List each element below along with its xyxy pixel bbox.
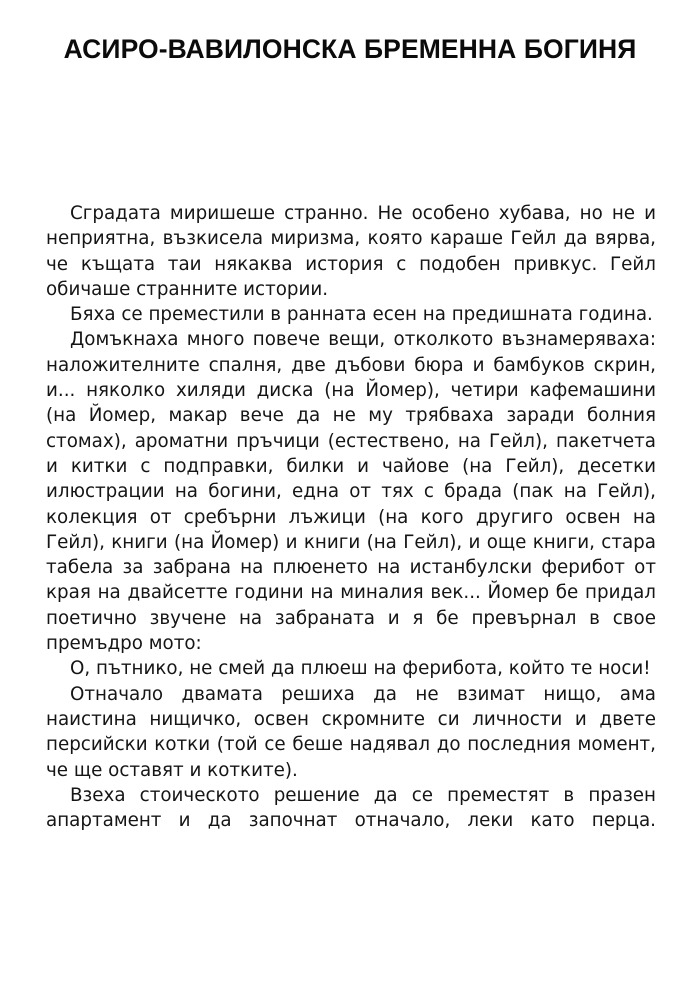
paragraph-3: Домъкнаха много повече вещи, отколкото възнамеряваха: наложителните спалня, две дъбови бюра и бамбуков скрин, и... няколко хиляди диска (на Йомер), четири кафемашини (на Йомер, макар вече да не му трябваха заради болния стомах), ароматни пръчици (естествено, на Гейл), пакетчета и китки с подправки, билки и чайове (на Гейл), десетки илюстрации на богини, една от тях с брада (пак на Гейл), колекция от сребърни лъжици (на кого другиго освен на Гейл), книги (на Йомер) и книги (на Гейл), и още книги, стара табела за забрана на плюенето на истанбулски ферибот от края на двайсетте години на миналия век... Йомер бе придал поетично звучене на забраната и я бе превърнал в свое премъдро мото: bbox=[46, 329, 656, 655]
paragraph-5: Отначало двамата решиха да не взимат нищо, ама наистина нищичко, освен скромните си личности и двете персийски котки (той се беше надявал до последния момент, че ще оставят и котките). bbox=[46, 683, 656, 781]
paragraph-6: Взеха стоическото решение да се преместят в празен апартамент и да започнат отначало, леки като перца. bbox=[46, 784, 656, 832]
paragraph-1: Сградата миришеше странно. Не особено хубава, но не и неприятна, възкисела миризма, която караше Гейл да вярва, че къщата таи някаква история с подобен привкус. Гейл обичаше странните истории. bbox=[46, 203, 656, 300]
body-text bbox=[46, 201, 656, 833]
page-title: АСИРО-ВАВИЛОНСКА БРЕМЕННА БОГИНЯ bbox=[63, 34, 637, 64]
paragraph-2: Бяха се преместили в ранната есен на предишната година. bbox=[70, 304, 653, 326]
paragraph-4: О, пътнико, не смей да плюеш на ферибота, който те носи! bbox=[70, 658, 651, 680]
